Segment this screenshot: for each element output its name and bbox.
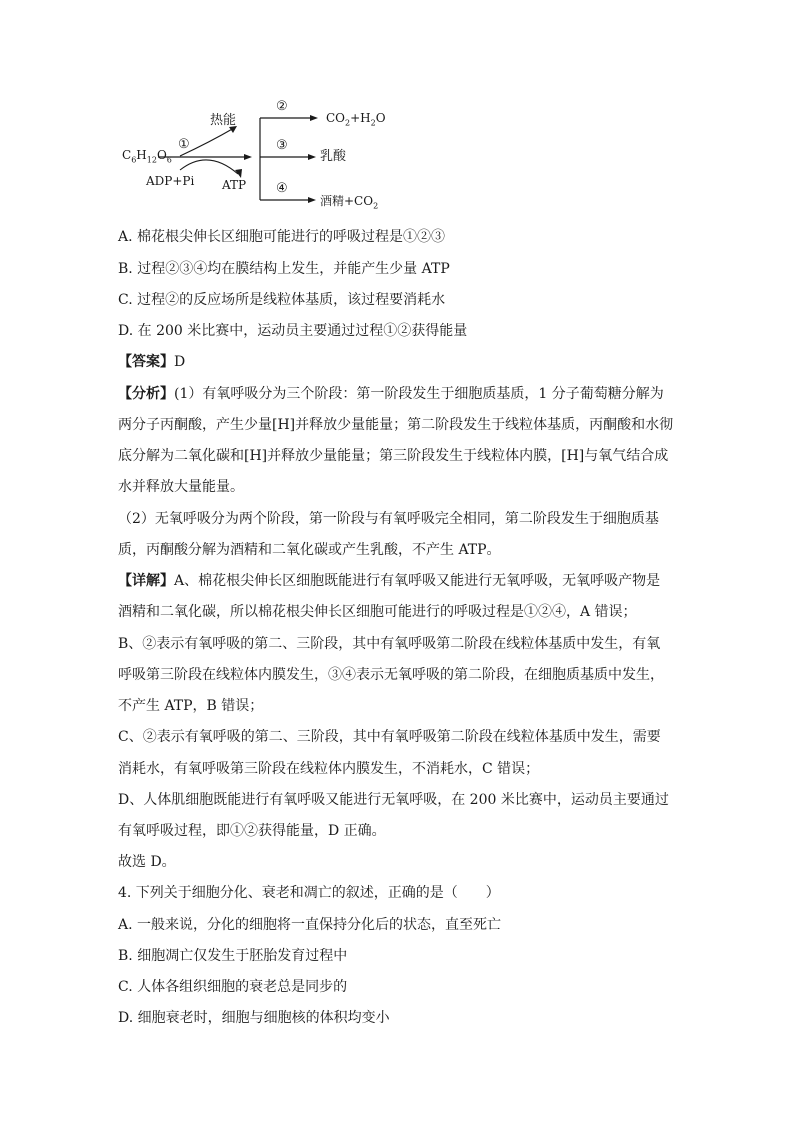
answer-line (118, 352, 698, 372)
analysis-line-5: （2）无氧呼吸分为两个阶段，第一阶段与有氧呼吸完全相同，第二阶段发生于细胞质基 (118, 511, 659, 527)
out2-label: $CO_2+H_2O$ (326, 111, 386, 128)
answer-value: D (174, 354, 186, 370)
step1-label: ① (178, 137, 190, 152)
atp-curve (180, 160, 238, 174)
branch4-arrowhead (308, 197, 316, 203)
q4-option-d: D. 细胞衰老时，细胞与细胞核的体积均变小 (118, 1010, 390, 1026)
atp-arrowhead (235, 169, 242, 178)
step4-label: ④ (276, 181, 288, 196)
detail-text-1: A、棉花根尖伸长区细胞既能进行有氧呼吸又能进行无氧呼吸，无氧呼吸产物是 (174, 573, 661, 589)
analysis-line-3: 底分解为二氧化碳和[H]并释放少量能量；第三阶段发生于线粒体内膜，[H]与氧气结合成 (118, 448, 669, 464)
adp-label: ADP+Pi (146, 174, 195, 188)
detail-line-5: 不产生 ATP，B 错误； (118, 698, 264, 714)
atp-label: ATP (222, 178, 247, 192)
detail-label: 【详解】 (118, 573, 174, 589)
detail-line-9: 有氧呼吸过程，即①②获得能量，D 正确。 (118, 823, 386, 839)
step2-label: ② (276, 99, 288, 114)
branch3-arrowhead (308, 154, 316, 160)
q3-option-a: A. 棉花根尖伸长区细胞可能进行的呼吸过程是①②③ (118, 229, 446, 245)
out3-label: 乳酸 (320, 149, 347, 164)
q4-option-c: C. 人体各组织细胞的衰老总是同步的 (118, 979, 348, 995)
q3-option-d: D. 在 200 米比赛中，运动员主要通过过程①②获得能量 (118, 323, 468, 339)
analysis-line-6: 质，丙酮酸分解为酒精和二氧化碳或产生乳酸，不产生 ATP。 (118, 542, 501, 558)
detail-line-1 (118, 571, 698, 591)
detail-line-2: 酒精和二氧化碳，所以棉花根尖伸长区细胞可能进行的呼吸过程是①②④，A 错误； (118, 604, 637, 620)
analysis-label: 【分析】 (118, 386, 174, 402)
answer-label: 【答案】 (118, 354, 174, 370)
detail-line-4: 呼吸第三阶段在线粒体内膜发生，③④表示无氧呼吸的第二阶段，在细胞质基质中发生， (118, 667, 664, 683)
analysis-line-4: 水并释放大量能量。 (118, 479, 244, 495)
analysis-line-1 (118, 384, 698, 404)
glucose-formula: $C_6H_{12}O_6$ (122, 148, 172, 165)
respiration-diagram (118, 96, 418, 221)
step3-label: ③ (276, 138, 288, 153)
q4-option-b: B. 细胞凋亡仅发生于胚胎发育过程中 (118, 948, 348, 964)
main-arrowhead (244, 154, 252, 160)
analysis-line-2: 两分子丙酮酸，产生少量[H]并释放少量能量；第二阶段发生于线粒体基质，丙酮酸和水彻 (118, 417, 674, 433)
detail-line-7: 消耗水，有氧呼吸第三阶段在线粒体内膜发生，不消耗水，C 错误； (118, 761, 540, 777)
out4-label: 酒精$+CO_2$ (320, 194, 379, 211)
detail-line-3: B、②表示有氧呼吸的第二、三阶段，其中有氧呼吸第二阶段在线粒体基质中发生，有氧 (118, 636, 661, 652)
q4-stem: 4. 下列关于细胞分化、衰老和凋亡的叙述，正确的是（ ） (118, 885, 500, 901)
analysis-text-1: (1）有氧呼吸分为三个阶段：第一阶段发生于细胞质基质，1 分子葡萄糖分解为 (174, 386, 664, 402)
q3-option-b: B. 过程②③④均在膜结构上发生，并能产生少量 ATP (118, 261, 450, 277)
heat-label: 热能 (210, 113, 237, 128)
q4-option-a: A. 一般来说，分化的细胞将一直保持分化后的状态，直至死亡 (118, 917, 502, 933)
branch2-arrowhead (310, 115, 318, 121)
detail-line-6: C、②表示有氧呼吸的第二、三阶段，其中有氧呼吸第二阶段在线粒体基质中发生，需要 (118, 729, 661, 745)
detail-line-10: 故选 D。 (118, 854, 176, 870)
q3-option-c: C. 过程②的反应场所是线粒体基质，该过程要消耗水 (118, 292, 446, 308)
detail-line-8: D、人体肌细胞既能进行有氧呼吸又能进行无氧呼吸，在 200 米比赛中，运动员主要通过 (118, 792, 669, 808)
